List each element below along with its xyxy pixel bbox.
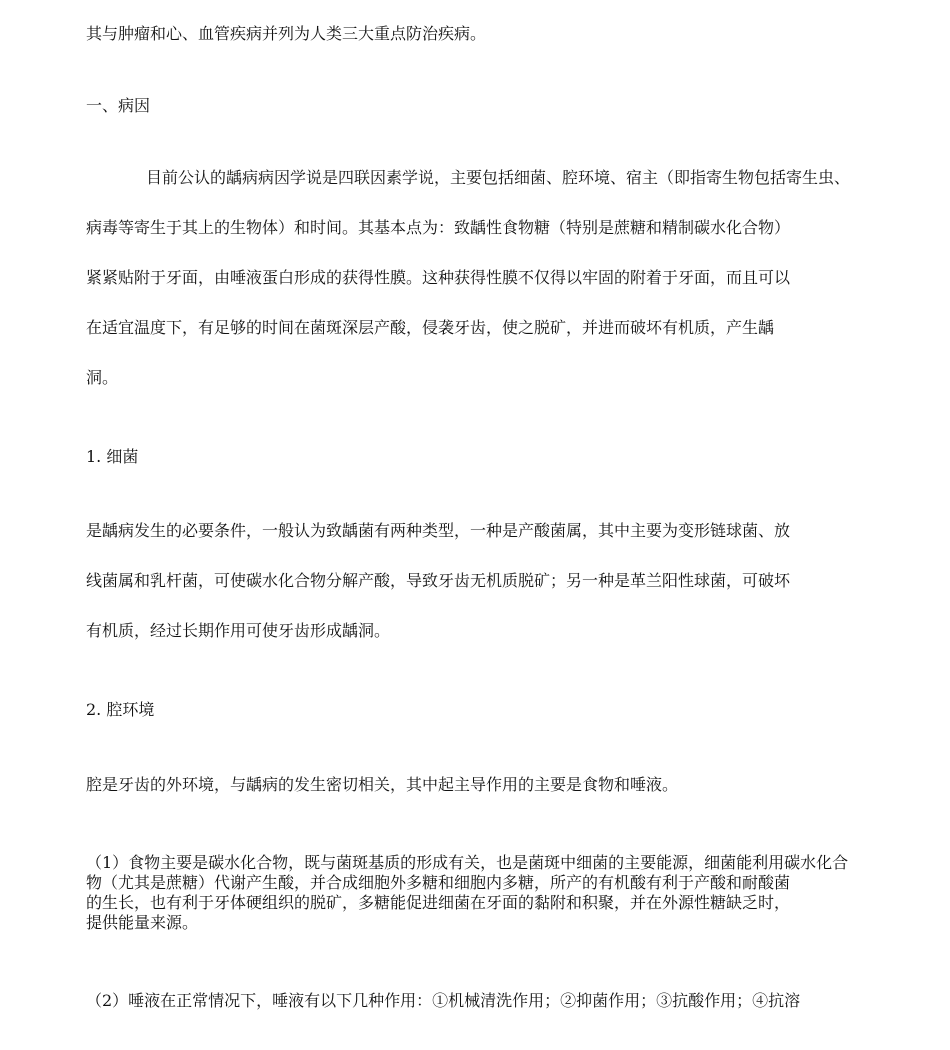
subheading-oral-environment: 2. 腔环境 <box>86 700 155 719</box>
paragraph-line: 紧紧贴附于牙面，由唾液蛋白形成的获得性膜。这种获得性膜不仅得以牢固的附着于牙面，而且可以 <box>86 268 791 287</box>
dense-paragraph-line: 提供能量来源。 <box>86 913 199 932</box>
paragraph-line: 病毒等寄生于其上的生物体）和时间。其基本点为：致龋性食物糖（特别是蔗糖和精制碳水化合物） <box>86 218 791 237</box>
subheading-bacteria: 1. 细菌 <box>86 447 139 466</box>
paragraph-line: 线菌属和乳杆菌，可使碳水化合物分解产酸，导致牙齿无机质脱矿；另一种是革兰阳性球菌，可破坏 <box>86 571 791 590</box>
paragraph-line: 有机质，经过长期作用可使牙齿形成龋洞。 <box>86 621 391 640</box>
paragraph-line: （2）唾液在正常情况下，唾液有以下几种作用：①机械清洗作用；②抑菌作用；③抗酸作用；④抗溶 <box>86 991 801 1010</box>
paragraph-line: 腔是牙齿的外环境，与龋病的发生密切相关，其中起主导作用的主要是食物和唾液。 <box>86 775 679 794</box>
paragraph-line: 在适宜温度下，有足够的时间在菌斑深层产酸，侵袭牙齿，使之脱矿，并进而破坏有机质，产生龋 <box>86 318 775 337</box>
paragraph-line: 洞。 <box>86 368 119 387</box>
paragraph-line: 目前公认的龋病病因学说是四联因素学说，主要包括细菌、腔环境、宿主（即指寄生物包括寄生虫、 <box>146 168 851 187</box>
dense-paragraph-line: （1）食物主要是碳水化合物，既与菌斑基质的形成有关，也是菌斑中细菌的主要能源，细菌能利用碳水化合 <box>86 853 849 872</box>
dense-paragraph-line: 的生长，也有利于牙体硬组织的脱矿，多糖能促进细菌在牙面的黏附和积聚，并在外源性糖缺乏时， <box>86 893 791 912</box>
text-line: 其与肿瘤和心、血管疾病并列为人类三大重点防治疾病。 <box>86 24 487 43</box>
paragraph-line: 是龋病发生的必要条件，一般认为致龋菌有两种类型，一种是产酸菌属，其中主要为变形链球菌、放 <box>86 521 791 540</box>
dense-paragraph-line: 物（尤其是蔗糖）代谢产生酸，并合成细胞外多糖和细胞内多糖，所产的有机酸有利于产酸和耐酸菌 <box>86 873 791 892</box>
section-heading-etiology: 一、病因 <box>86 96 151 115</box>
